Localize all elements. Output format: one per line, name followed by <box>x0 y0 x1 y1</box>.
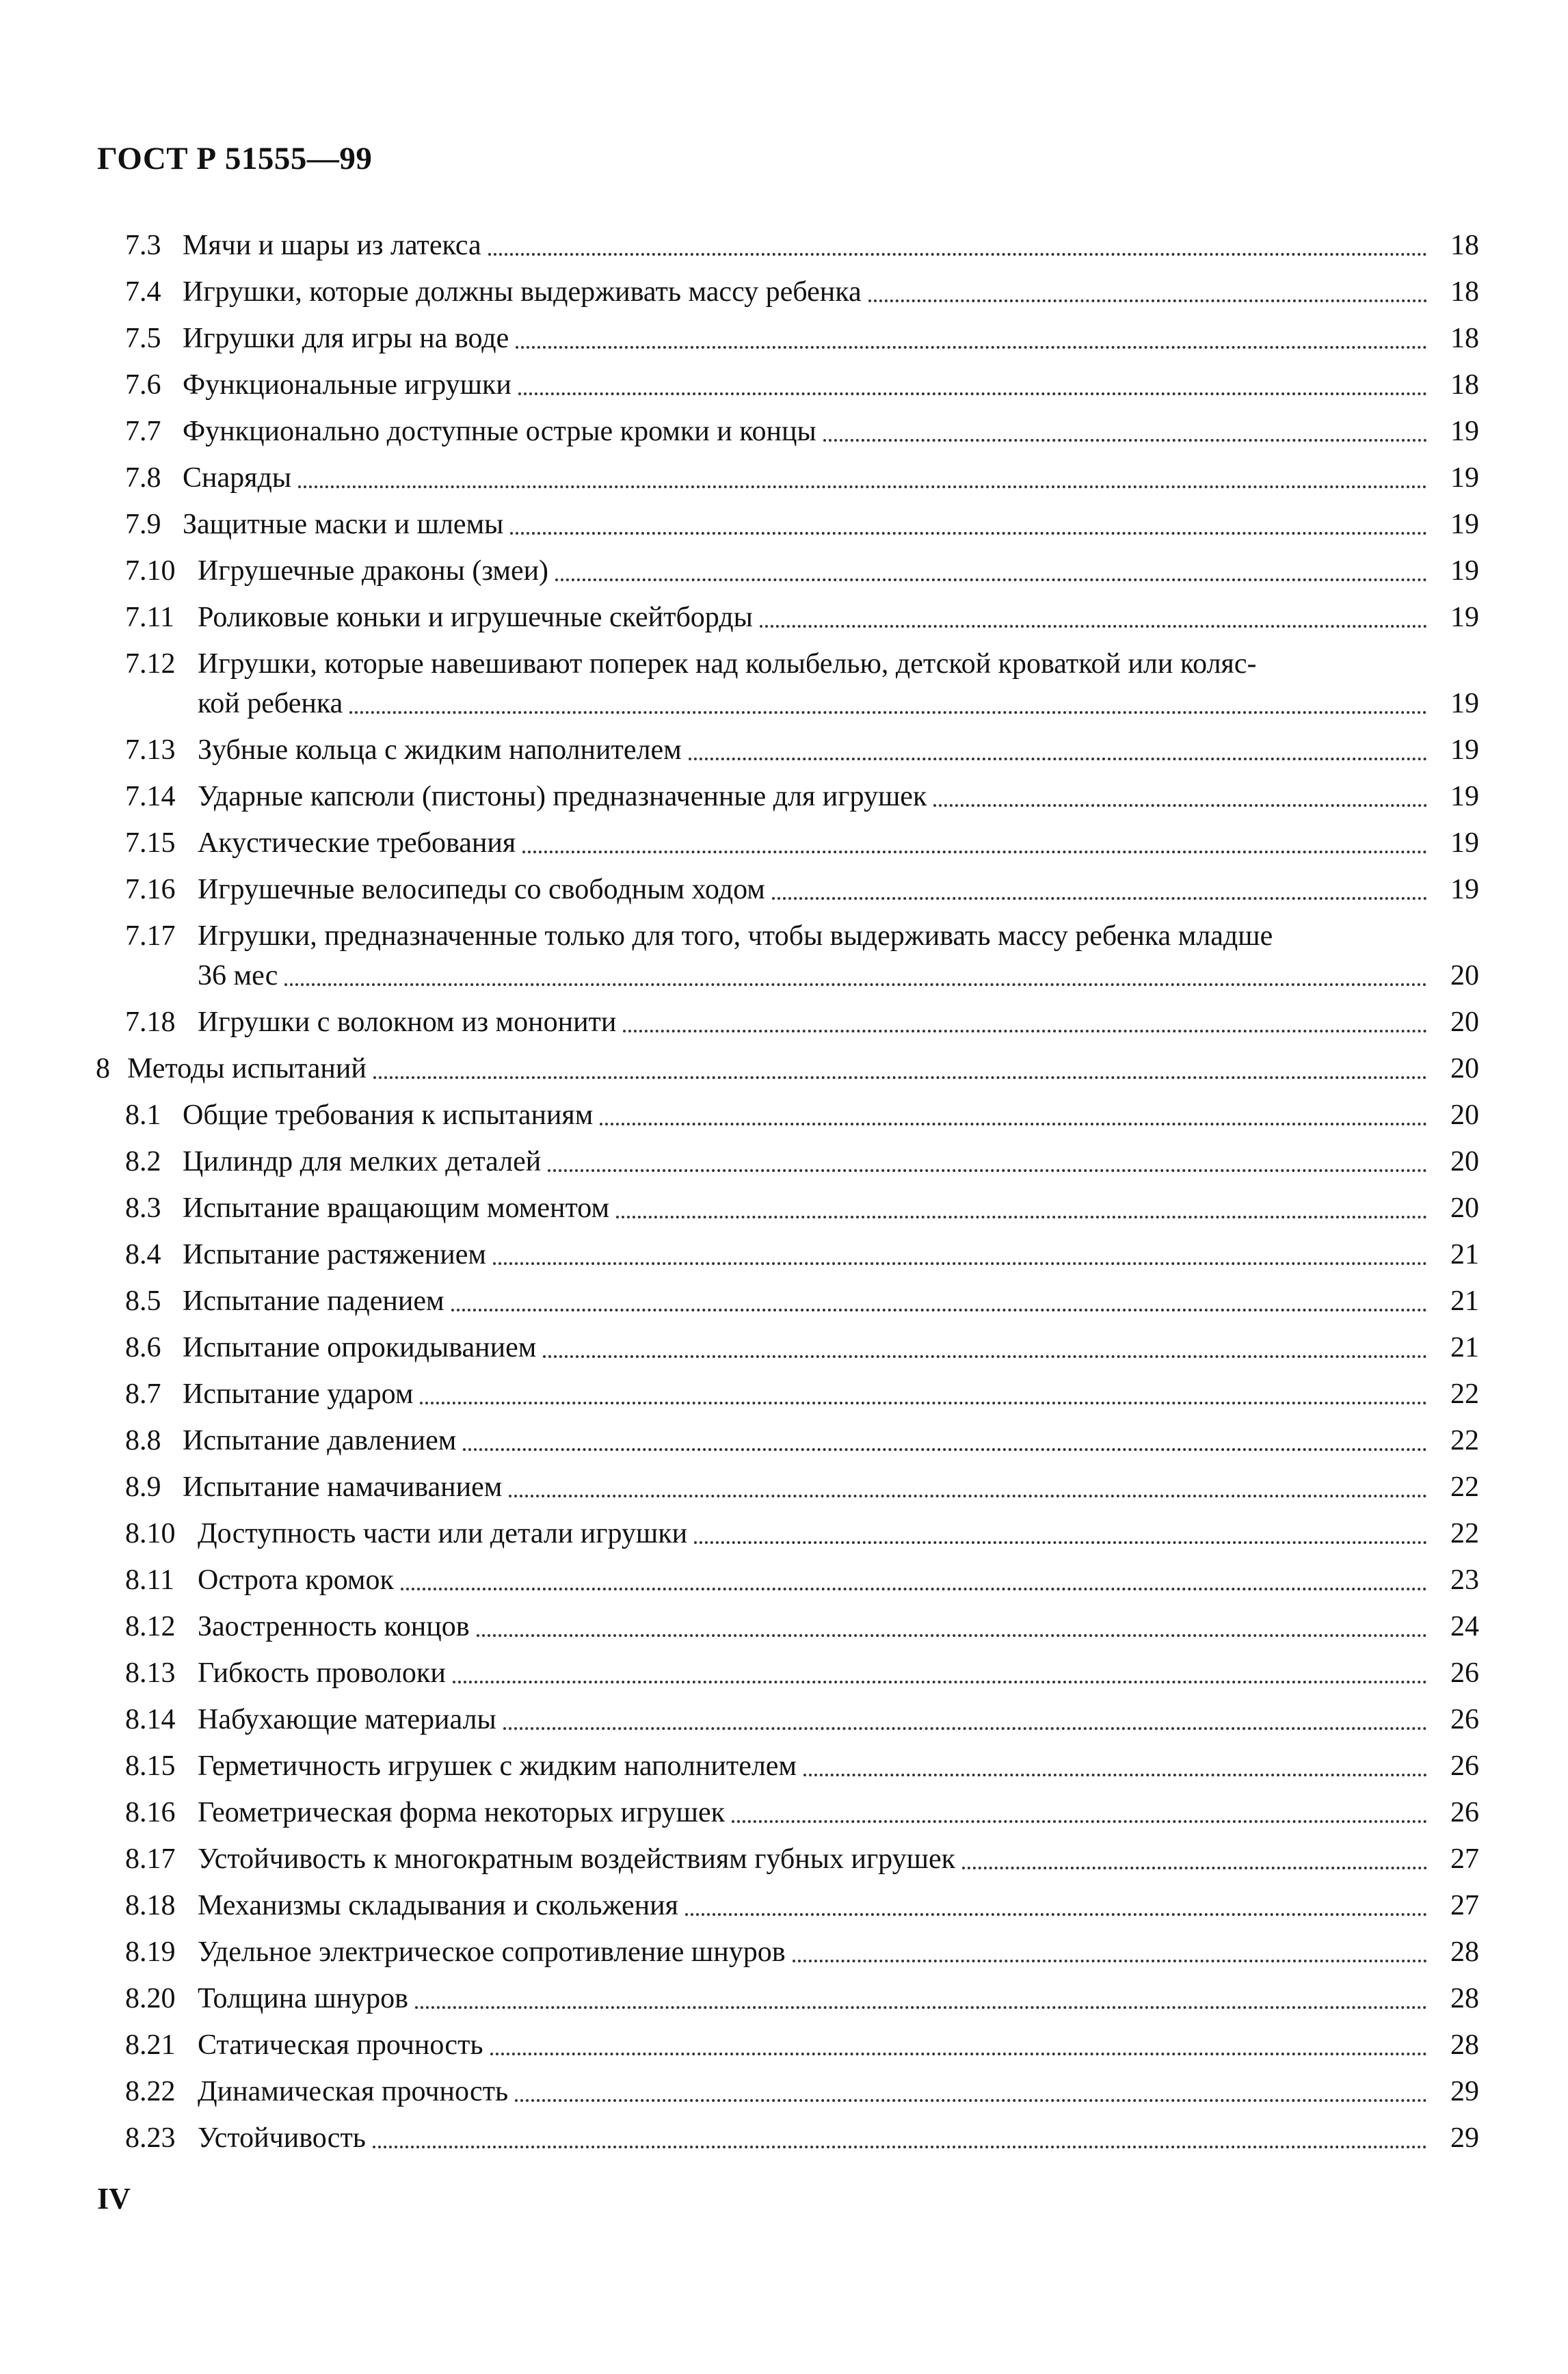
dot-leader <box>373 2146 1427 2148</box>
toc-entry-title: Испытание ударом <box>183 1378 414 1410</box>
toc-entry-number: 8.19 <box>125 1936 176 1968</box>
toc-entry-page: 28 <box>1450 1983 1479 2014</box>
toc-entry-number: 7.8 <box>125 462 161 494</box>
toc-entry-title: Акустические требования <box>198 827 516 859</box>
toc-entry-title: Защитные маски и шлемы <box>183 509 504 540</box>
toc-entry-number: 8.8 <box>125 1425 161 1456</box>
toc-entry-page: 26 <box>1450 1750 1479 1782</box>
dot-leader <box>488 253 1427 256</box>
toc-entry <box>0 870 1568 909</box>
dot-leader <box>689 758 1427 760</box>
toc-entry-title: Игрушки, которые навешивают поперек над колыбелью, детской кроваткой или коляс- <box>198 648 1257 680</box>
toc-entry-page: 22 <box>1450 1378 1479 1410</box>
document-header: ГОСТ Р 51555—99 <box>97 141 373 176</box>
toc-entry-number: 8.16 <box>125 1797 176 1828</box>
toc-entry-number: 8.14 <box>125 1704 176 1735</box>
toc-entry <box>0 365 1568 405</box>
toc-entry-number: 8.23 <box>125 2122 176 2154</box>
toc-entry-number: 8.7 <box>125 1378 161 1410</box>
toc-entry <box>0 1607 1568 1646</box>
dot-leader <box>868 299 1427 302</box>
dot-leader <box>510 532 1427 535</box>
dot-leader <box>694 1541 1427 1544</box>
toc-entry-page: 24 <box>1450 1611 1479 1642</box>
dot-leader <box>600 1123 1427 1125</box>
dot-leader <box>548 1169 1427 1172</box>
toc-entry-page: 29 <box>1450 2122 1479 2154</box>
dot-leader <box>373 1076 1427 1079</box>
toc-entry <box>0 1142 1568 1182</box>
toc-entry-number: 7.18 <box>125 1006 176 1038</box>
toc-entry-number: 8.15 <box>125 1750 176 1782</box>
toc-entry-title: Игрушки, предназначенные только для того, чтобы выдерживать массу ребенка младше <box>198 920 1273 952</box>
toc-entry-number: 8.13 <box>125 1657 176 1689</box>
toc-entry <box>0 1653 1568 1693</box>
toc-entry-page: 19 <box>1450 555 1479 587</box>
toc-entry <box>0 458 1568 498</box>
toc-entry <box>0 1188 1568 1228</box>
toc-entry-number: 8.2 <box>125 1146 161 1177</box>
toc-entry-page: 19 <box>1450 509 1479 540</box>
toc-entry-number: 8.4 <box>125 1239 161 1270</box>
toc-entry-continuation <box>0 684 1568 723</box>
toc-entry-page: 22 <box>1450 1425 1479 1456</box>
toc-entry-title: Игрушки с волокном из мононити <box>198 1006 617 1038</box>
toc-entry-title: Снаряды <box>183 462 292 494</box>
toc-entry-title-continued: 36 мес <box>198 960 278 991</box>
toc-entry-title: Зубные кольца с жидким наполнителем <box>198 734 682 766</box>
toc-entry-number: 7.6 <box>125 369 161 401</box>
toc-entry-title: Цилиндр для мелких деталей <box>183 1146 542 1177</box>
toc-entry <box>0 1793 1568 1832</box>
toc-entry-title: Статическая прочность <box>198 2029 483 2061</box>
dot-leader <box>284 983 1427 986</box>
toc-entry-page: 18 <box>1450 230 1479 261</box>
toc-entry-number: 8.12 <box>125 1611 176 1642</box>
toc-entry-page: 27 <box>1450 1890 1479 1921</box>
toc-entry-page: 19 <box>1450 688 1479 719</box>
toc-entry-title: Игрушечные драконы (змеи) <box>198 555 549 587</box>
toc-entry-page: 20 <box>1450 960 1479 991</box>
toc-entry-number: 7.14 <box>125 781 176 812</box>
toc-entry-page: 21 <box>1450 1285 1479 1317</box>
toc-entry-title: Испытание давлением <box>183 1425 457 1456</box>
toc-entry <box>0 1839 1568 1879</box>
toc-entry-title: Ударные капсюли (пистоны) предназначенные для игрушек <box>198 781 927 812</box>
toc-entry <box>0 1467 1568 1507</box>
toc-entry-number: 8.17 <box>125 1843 176 1875</box>
toc-entry-page: 20 <box>1450 1192 1479 1224</box>
toc-entry-title: Геометрическая форма некоторых игрушек <box>198 1797 726 1828</box>
toc-entry <box>0 730 1568 770</box>
dot-leader <box>503 1727 1427 1730</box>
toc-entry-page: 27 <box>1450 1843 1479 1875</box>
toc-entry-title: Устойчивость <box>198 2122 366 2154</box>
toc-entry-title: Игрушечные велосипеды со свободным ходом <box>198 874 765 905</box>
toc-entry-number: 7.17 <box>125 920 176 952</box>
dot-leader <box>493 1262 1427 1265</box>
toc-entry-title: Функциональные игрушки <box>183 369 511 401</box>
dot-leader <box>543 1355 1427 1358</box>
dot-leader <box>349 711 1427 714</box>
toc-entry <box>0 319 1568 358</box>
toc-entry-title: Испытание опрокидыванием <box>183 1332 537 1363</box>
toc-entry-title-continued: кой ребенка <box>198 688 343 719</box>
toc-entry-number: 8.11 <box>125 1564 174 1596</box>
toc-entry <box>0 644 1568 684</box>
page-number: IV <box>97 2182 131 2215</box>
toc-entry-number: 8.18 <box>125 1890 176 1921</box>
toc-entry-title: Гибкость проволоки <box>198 1657 446 1689</box>
toc-entry-page: 26 <box>1450 1704 1479 1735</box>
dot-leader <box>509 1495 1427 1497</box>
toc-entry-title: Заостренность концов <box>198 1611 470 1642</box>
toc-entry <box>0 1002 1568 1042</box>
dot-leader <box>516 346 1427 349</box>
toc-entry-title: Толщина шнуров <box>198 1983 408 2014</box>
toc-entry-title: Испытание падением <box>183 1285 444 1317</box>
toc-entry-page: 28 <box>1450 2029 1479 2061</box>
toc-entry-continuation <box>0 956 1568 996</box>
toc-entry-page: 18 <box>1450 323 1479 354</box>
toc-entry-number: 7.10 <box>125 555 176 587</box>
toc-entry-number: 7.11 <box>125 602 174 633</box>
toc-entry <box>0 1235 1568 1275</box>
toc-entry <box>0 551 1568 591</box>
toc-entry-number: 7.7 <box>125 416 161 447</box>
toc-entry <box>0 777 1568 816</box>
toc-entry-number: 7.16 <box>125 874 176 905</box>
dot-leader <box>623 1030 1427 1032</box>
dot-leader <box>401 1588 1427 1590</box>
toc-entry-page: 19 <box>1450 602 1479 633</box>
toc-entry-page: 29 <box>1450 2076 1479 2107</box>
dot-leader <box>490 2053 1427 2055</box>
dot-leader <box>463 1448 1427 1451</box>
toc-entry <box>0 1374 1568 1414</box>
toc-entry-title: Устойчивость к многократным воздействиям губных игрушек <box>198 1843 956 1875</box>
toc-entry-number: 8.22 <box>125 2076 176 2107</box>
toc-entry-number: 7.4 <box>125 276 161 308</box>
toc-entry-title: Герметичность игрушек с жидким наполнителем <box>198 1750 797 1782</box>
toc-entry-title: Функционально доступные острые кромки и концы <box>183 416 816 447</box>
toc-entry-page: 20 <box>1450 1146 1479 1177</box>
toc-entry-page: 19 <box>1450 827 1479 859</box>
toc-entry-title: Игрушки для игры на воде <box>183 323 509 354</box>
toc-entry-page: 21 <box>1450 1239 1479 1270</box>
toc-entry-title: Острота кромок <box>198 1564 394 1596</box>
toc-entry <box>0 1049 1568 1089</box>
toc-entry-title: Мячи и шары из латекса <box>183 230 481 261</box>
toc-entry-number: 7.3 <box>125 230 161 261</box>
dot-leader <box>477 1634 1427 1637</box>
toc-entry-title: Динамическая прочность <box>198 2076 509 2107</box>
toc-entry <box>0 1421 1568 1461</box>
toc-entry-page: 26 <box>1450 1797 1479 1828</box>
dot-leader <box>685 1913 1427 1916</box>
dot-leader <box>803 1774 1427 1776</box>
toc-entry <box>0 1979 1568 2018</box>
dot-leader <box>453 1681 1427 1683</box>
toc-entry-title: Роликовые коньки и игрушечные скейтборды <box>198 602 753 633</box>
toc-entry <box>0 505 1568 544</box>
toc-entry-number: 8.10 <box>125 1518 176 1549</box>
toc-entry-number: 8.21 <box>125 2029 176 2061</box>
toc-entry <box>0 1932 1568 1972</box>
toc-entry <box>0 598 1568 637</box>
toc-entry <box>0 272 1568 312</box>
toc-entry-page: 20 <box>1450 1099 1479 1131</box>
toc-entry <box>0 226 1568 265</box>
toc-entry-title: Испытание намачиванием <box>183 1471 503 1503</box>
toc-entry-page: 19 <box>1450 874 1479 905</box>
toc-entry-page: 19 <box>1450 734 1479 766</box>
toc-entry <box>0 2072 1568 2111</box>
toc-entry <box>0 1886 1568 1925</box>
toc-entry <box>0 1514 1568 1553</box>
toc-entry <box>0 2025 1568 2065</box>
toc-entry-number: 8.20 <box>125 1983 176 2014</box>
dot-leader <box>451 1309 1427 1311</box>
dot-leader <box>962 1867 1427 1869</box>
dot-leader <box>933 804 1427 807</box>
dot-leader <box>415 2006 1427 2009</box>
toc-entry-page: 26 <box>1450 1657 1479 1689</box>
toc-entry-page: 20 <box>1450 1006 1479 1038</box>
dot-leader <box>555 578 1427 581</box>
toc-entry-title: Доступность части или детали игрушки <box>198 1518 688 1549</box>
toc-entry-title: Механизмы складывания и скольжения <box>198 1890 678 1921</box>
toc-entry-page: 21 <box>1450 1332 1479 1363</box>
toc-entry-number: 7.12 <box>125 648 176 680</box>
toc-entry <box>0 1095 1568 1135</box>
toc-entry <box>0 1700 1568 1739</box>
toc-entry-title: Игрушки, которые должны выдерживать массу ребенка <box>183 276 862 308</box>
dot-leader <box>823 439 1427 442</box>
dot-leader <box>772 897 1427 900</box>
toc-entry-number: 7.5 <box>125 323 161 354</box>
toc-entry-number: 8.6 <box>125 1332 161 1363</box>
toc-entry-number: 8.1 <box>125 1099 161 1131</box>
toc-entry-number: 7.15 <box>125 827 176 859</box>
toc-entry <box>0 916 1568 956</box>
toc-entry-number: 8.9 <box>125 1471 161 1503</box>
dot-leader <box>760 625 1427 628</box>
toc-entry-page: 20 <box>1450 1053 1479 1084</box>
dot-leader <box>522 851 1427 853</box>
toc-entry-number: 8 <box>96 1053 110 1084</box>
toc-entry-page: 19 <box>1450 416 1479 447</box>
dot-leader <box>515 2099 1427 2102</box>
toc-entry-page: 19 <box>1450 462 1479 494</box>
toc-entry-page: 18 <box>1450 276 1479 308</box>
toc-entry-page: 19 <box>1450 781 1479 812</box>
toc-entry-page: 18 <box>1450 369 1479 401</box>
table-of-contents <box>0 226 1568 2165</box>
toc-entry <box>0 1328 1568 1368</box>
toc-entry-title: Общие требования к испытаниям <box>183 1099 594 1131</box>
toc-entry-page: 22 <box>1450 1471 1479 1503</box>
dot-leader <box>518 392 1427 395</box>
toc-entry-title: Испытание растяжением <box>183 1239 486 1270</box>
toc-entry-title: Испытание вращающим моментом <box>183 1192 610 1224</box>
toc-entry-page: 28 <box>1450 1936 1479 1968</box>
toc-entry <box>0 412 1568 451</box>
dot-leader <box>616 1216 1427 1218</box>
toc-entry <box>0 1281 1568 1321</box>
toc-entry-number: 8.5 <box>125 1285 161 1317</box>
toc-entry <box>0 1746 1568 1786</box>
toc-entry-title: Методы испытаний <box>127 1053 367 1084</box>
toc-entry-page: 23 <box>1450 1564 1479 1596</box>
toc-entry <box>0 823 1568 863</box>
toc-entry-number: 8.3 <box>125 1192 161 1224</box>
toc-entry <box>0 2118 1568 2158</box>
dot-leader <box>793 1960 1427 1962</box>
toc-entry-title: Набухающие материалы <box>198 1704 496 1735</box>
toc-entry-title: Удельное электрическое сопротивление шнуров <box>198 1936 786 1968</box>
dot-leader <box>420 1402 1427 1404</box>
dot-leader <box>298 485 1427 488</box>
toc-entry-page: 22 <box>1450 1518 1479 1549</box>
dot-leader <box>732 1820 1427 1823</box>
toc-entry-number: 7.9 <box>125 509 161 540</box>
toc-entry-number: 7.13 <box>125 734 176 766</box>
toc-entry <box>0 1560 1568 1600</box>
